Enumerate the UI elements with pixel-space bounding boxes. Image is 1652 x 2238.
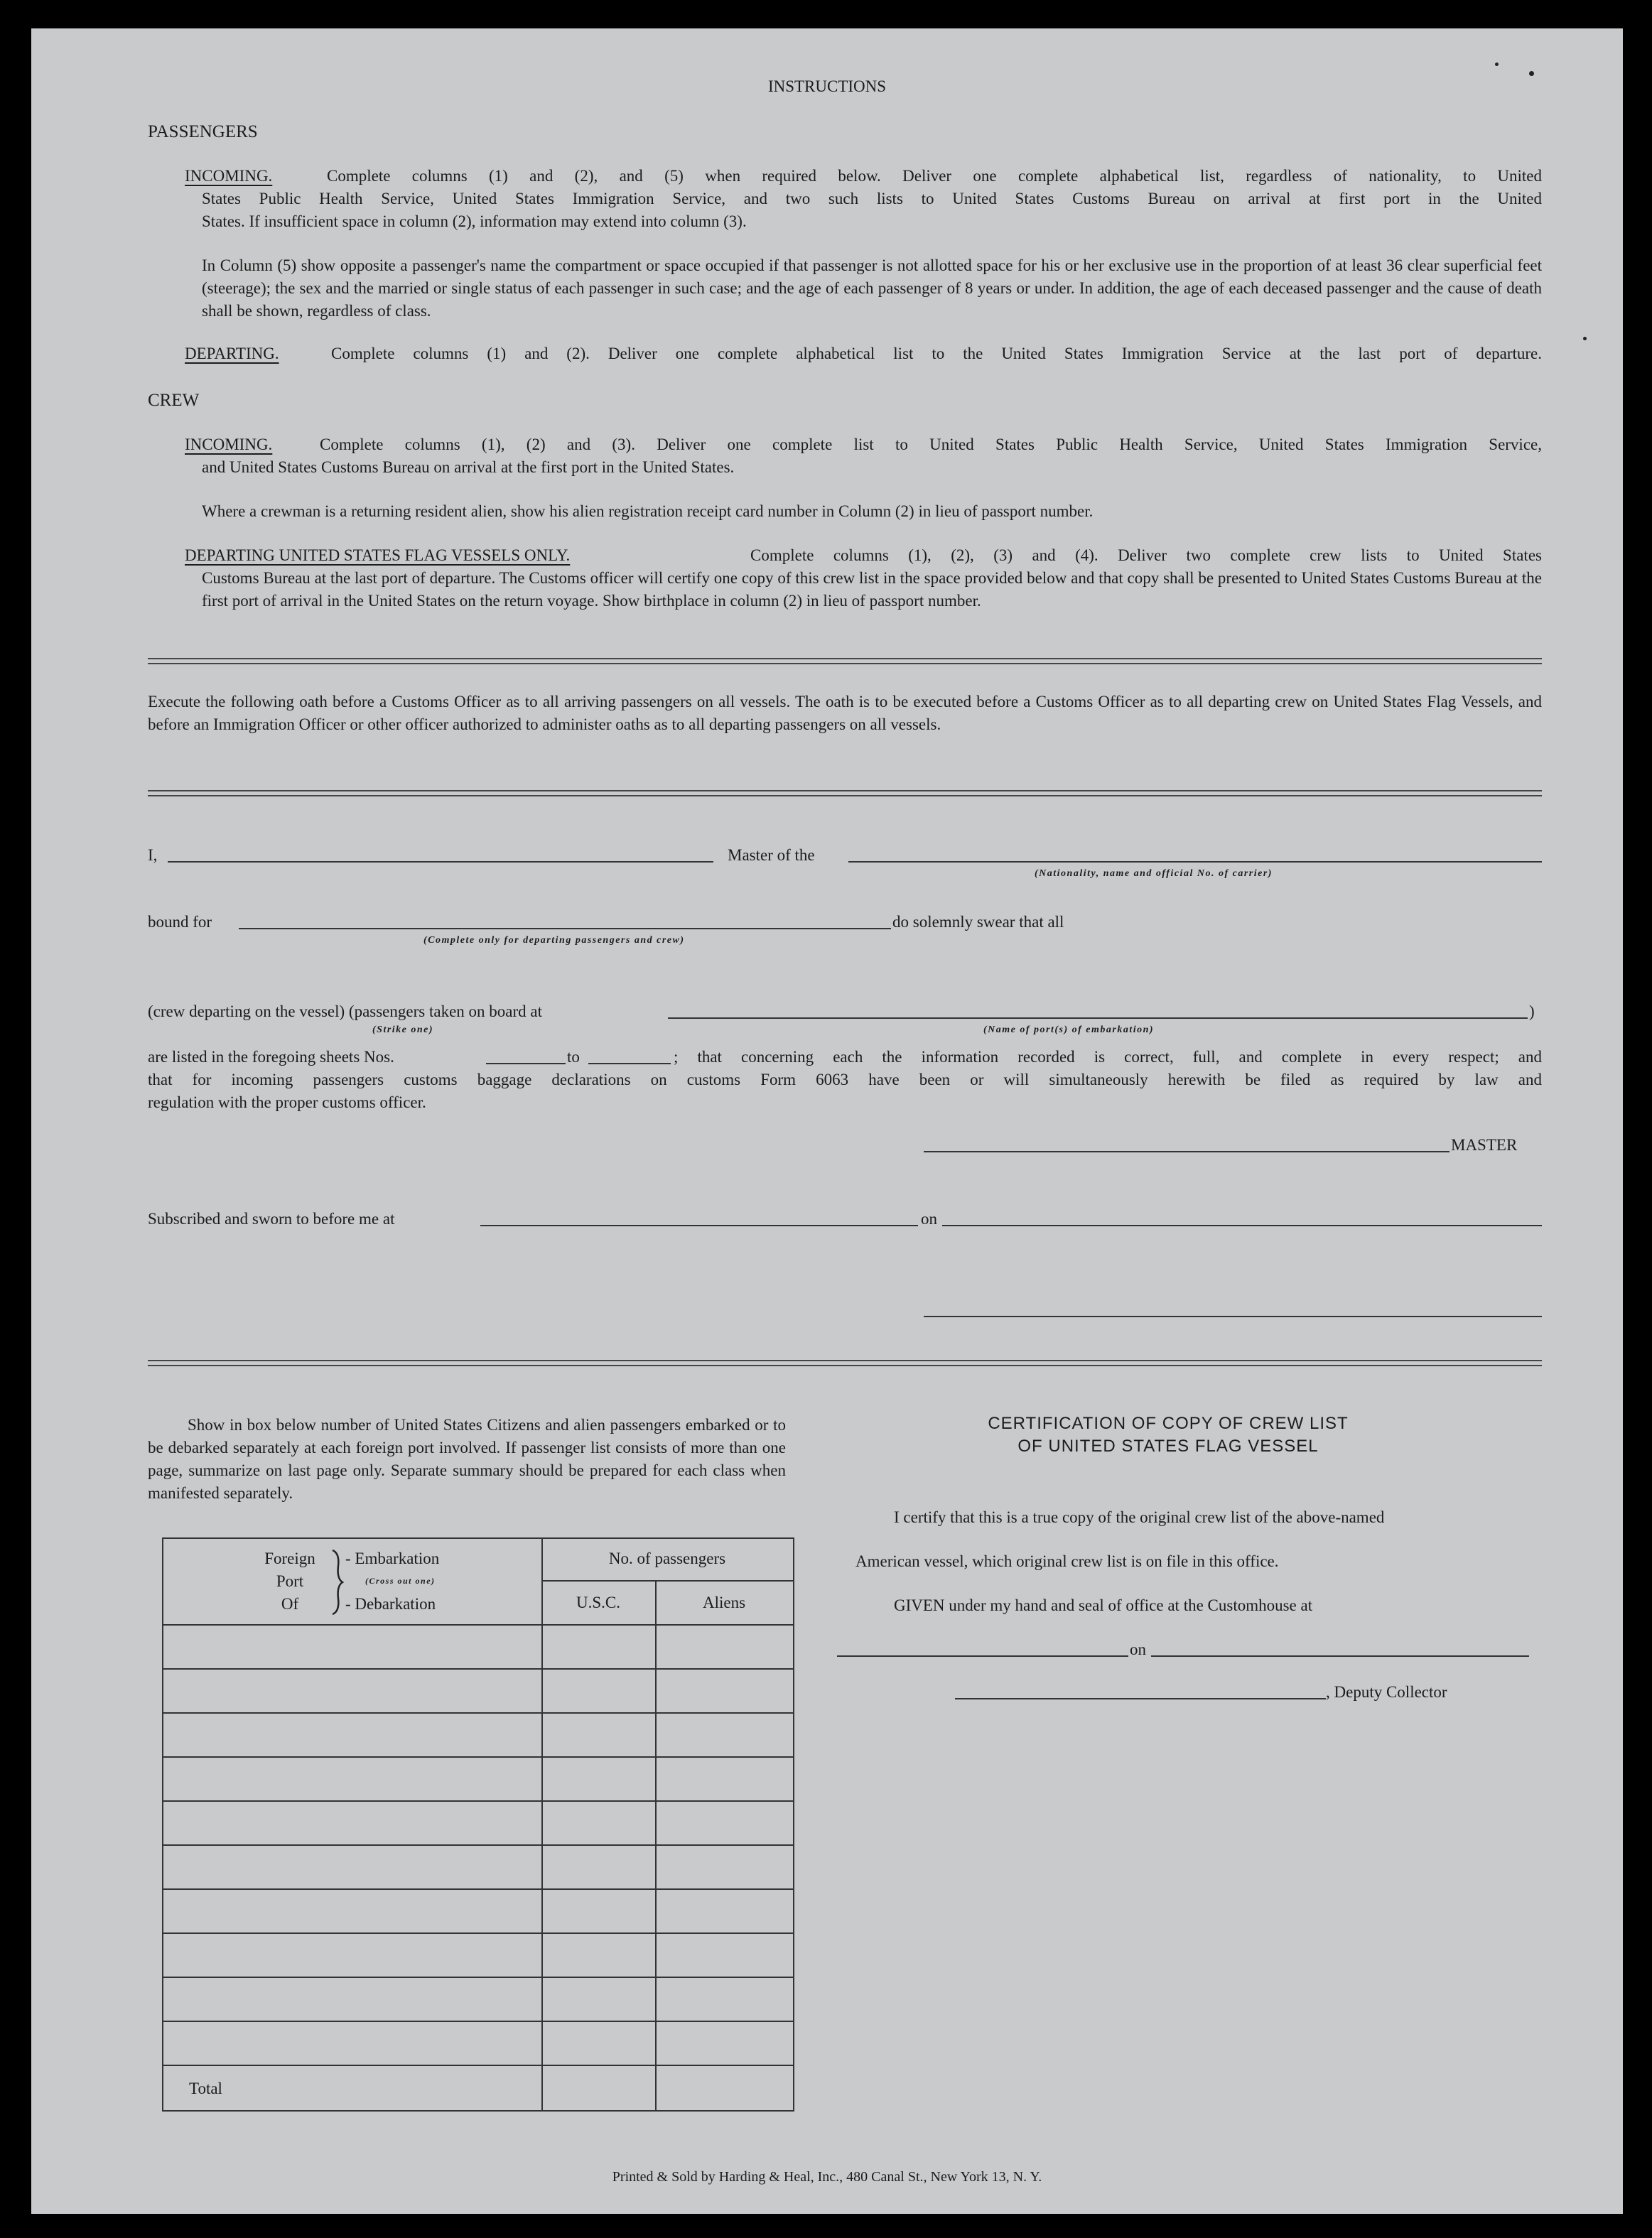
- cert-on-label: on: [1130, 1640, 1146, 1658]
- strike-one-hint: (Strike one): [372, 1025, 434, 1035]
- table-row-line: [163, 1844, 793, 1846]
- pass-incoming-line2: States Public Health Service, United States Immigration Service, and two such lists to United States Customs Bureau on arrival at first port in the United: [202, 190, 1542, 207]
- passengers-heading: PASSENGERS: [148, 122, 258, 141]
- cert-title-line1: CERTIFICATION OF COPY OF CREW LIST: [988, 1414, 1349, 1433]
- col-of: Of: [281, 1595, 299, 1613]
- speck: [1495, 63, 1499, 66]
- summary-intro: Show in box below number of United States Citizens and alien passengers embarked or to be debarked separately at each foreign port involved. If passenger list consists of more than one page, summarize on last page only. Separate summary should be prepared for each class when manifested separately.: [148, 1416, 786, 1502]
- incoming-line3: regulation with the proper customs officer.: [148, 1093, 426, 1111]
- table-row-line: [163, 1756, 793, 1758]
- oath-intro: Execute the following oath before a Customs Officer as to all arriving passengers on all vessels. The oath is to be executed before a Customs Officer as to all departing crew on United States Flag Vessels, and before an Immigration Officer or other officer authorized to administer oaths as to all departing passengers on all vessels.: [148, 693, 1542, 733]
- table-row-line: [163, 1977, 793, 1978]
- no-passengers-header: No. of passengers: [608, 1550, 726, 1567]
- pass-departing-label: DEPARTING.: [185, 345, 279, 362]
- officer-signature-field[interactable]: [924, 1316, 1542, 1317]
- total-label: Total: [189, 2080, 222, 2097]
- sheet-to-field[interactable]: [588, 1063, 671, 1064]
- close-paren: ): [1529, 1002, 1535, 1020]
- pass-incoming-line3: States. If insufficient space in column (2), information may extend into column (3).: [202, 212, 747, 230]
- deputy-collector-label: , Deputy Collector: [1326, 1683, 1447, 1701]
- summary-table: [162, 1537, 794, 2112]
- divider: [148, 790, 1542, 796]
- instructions-title: INSTRUCTIONS: [767, 77, 887, 95]
- customhouse-field[interactable]: [837, 1655, 1128, 1657]
- sworn-on-label: on: [921, 1210, 937, 1228]
- crew-departing-label: DEPARTING UNITED STATES FLAG VESSELS ONLY.: [185, 546, 571, 564]
- listed-label: are listed in the foregoing sheets Nos.: [148, 1048, 394, 1066]
- col-foreign: Foreign: [264, 1550, 315, 1567]
- pass-incoming-label: INCOMING.: [185, 167, 273, 185]
- concerning-text: ; that concerning each the information recorded is correct, full, and complete in every respect; and: [674, 1048, 1542, 1066]
- crew-incoming-line2: and United States Customs Bureau on arrival at the first port in the United States.: [202, 458, 735, 476]
- sworn-date-field[interactable]: [942, 1225, 1542, 1226]
- swear-text: do solemnly swear that all: [892, 913, 1064, 931]
- crew-incoming-line1: Complete columns (1), (2) and (3). Deliver one complete list to United States Public Health Service, United States Immigration Service,: [320, 436, 1542, 453]
- column5-paragraph: In Column (5) show opposite a passenger's name the compartment or space occupied if that passenger is not allotted space for his or her exclusive use in the proportion of at least 36 clear superficial feet (steerage); the sex and the married or single status of each passenger in such case; and the age of each passenger of 8 years or under. In addition, the age of each deceased passenger and the cause of death shall be shown, regardless of class.: [202, 256, 1542, 320]
- master-of-the-label: Master of the: [728, 846, 815, 864]
- vessel-field[interactable]: [848, 861, 1542, 863]
- to-label: to: [567, 1048, 580, 1066]
- table-row-line: [163, 1800, 793, 1802]
- form-page: [31, 28, 1623, 2214]
- table-header-line: [541, 1580, 793, 1582]
- speck: [1583, 337, 1587, 340]
- usc-header: U.S.C.: [576, 1594, 620, 1611]
- master-label: MASTER: [1451, 1136, 1518, 1154]
- table-row-line: [163, 1712, 793, 1714]
- crew-incoming-label: INCOMING.: [185, 436, 273, 453]
- crew-departing-oath: (crew departing on the vessel) (passengers taken on board at: [148, 1002, 542, 1020]
- nationality-hint: (Nationality, name and official No. of carrier): [1035, 868, 1273, 879]
- table-row-line: [163, 2065, 793, 2066]
- ports-hint: (Name of port(s) of embarkation): [983, 1025, 1155, 1035]
- bound-for-label: bound for: [148, 913, 212, 931]
- crewman-text: Where a crewman is a returning resident alien, show his alien registration receipt card number in Column (2) in lieu of passport number.: [202, 502, 1094, 520]
- printer-footer: Printed & Sold by Harding & Heal, Inc., 480 Canal St., New York 13, N. Y.: [612, 2169, 1042, 2185]
- debarkation-label: - Debarkation: [345, 1595, 436, 1613]
- cert-certify-line: I certify that this is a true copy of the original crew list of the above-named: [894, 1508, 1385, 1526]
- subscribed-label: Subscribed and sworn to before me at: [148, 1210, 395, 1228]
- master-signature-field[interactable]: [924, 1151, 1449, 1152]
- oath-i-label: I,: [148, 846, 158, 864]
- complete-only-hint: (Complete only for departing passengers and crew): [423, 935, 685, 946]
- sworn-place-field[interactable]: [480, 1225, 918, 1226]
- incoming-line2: that for incoming passengers customs baggage declarations on customs Form 6063 have been or will simultaneously herewith be filed as required by law and: [148, 1071, 1542, 1088]
- pass-incoming-line1: Complete columns (1) and (2), and (5) when required below. Deliver one complete alphabetical list, regardless of nationality, to United: [327, 167, 1542, 185]
- cert-given-line: GIVEN under my hand and seal of office at the Customhouse at: [894, 1596, 1313, 1614]
- col-port: Port: [276, 1572, 304, 1590]
- divider: [148, 658, 1542, 664]
- bound-for-field[interactable]: [239, 928, 891, 929]
- cert-american-line: American vessel, which original crew list is on file in this office.: [855, 1552, 1279, 1570]
- table-row-line: [163, 2021, 793, 2022]
- aliens-header: Aliens: [702, 1594, 746, 1611]
- deputy-signature-field[interactable]: [955, 1698, 1326, 1699]
- embarkation-label: - Embarkation: [345, 1550, 440, 1567]
- pass-departing-text: Complete columns (1) and (2). Deliver one complete alphabetical list to the United States Immigration Service at the last port of departure.: [331, 345, 1542, 362]
- divider: [148, 1360, 1542, 1366]
- crew-departing-line1: Complete columns (1), (2), (3) and (4). Deliver two complete crew lists to United States: [750, 546, 1542, 564]
- embarkation-ports-field[interactable]: [668, 1017, 1528, 1019]
- cross-out-hint: (Cross out one): [365, 1576, 436, 1586]
- table-row-line: [163, 1932, 793, 1934]
- table-row-line: [163, 1668, 793, 1670]
- table-header-bottom: [163, 1624, 793, 1626]
- crew-departing-rest: Customs Bureau at the last port of departure. The Customs officer will certify one copy of this crew list in the space provided below and that copy shall be presented to United States Customs Bureau at the first port of arrival in the United States on the return voyage. Show birthplace in column (2) in lieu of passport number.: [202, 569, 1542, 610]
- cert-title-line2: OF UNITED STATES FLAG VESSEL: [1017, 1437, 1319, 1456]
- sheet-from-field[interactable]: [486, 1063, 566, 1064]
- table-row-line: [163, 1888, 793, 1890]
- master-name-field[interactable]: [168, 861, 713, 863]
- cert-date-field[interactable]: [1151, 1655, 1529, 1657]
- brace-icon: [330, 1549, 344, 1616]
- crew-heading: CREW: [148, 391, 200, 410]
